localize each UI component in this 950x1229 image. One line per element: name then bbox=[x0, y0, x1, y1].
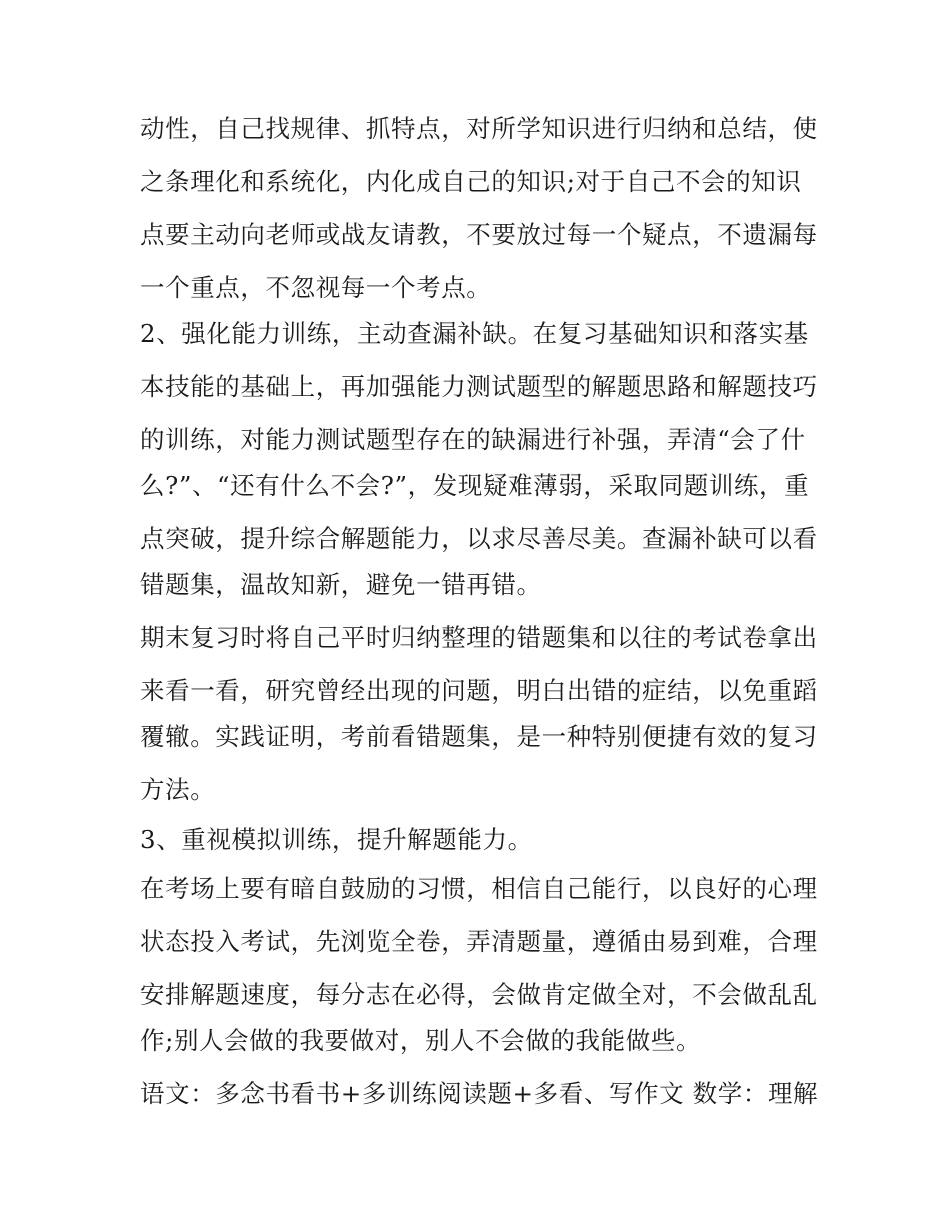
text-line: 覆辙。实践证明，考前看错题集，是一种特别便捷有效的复习 bbox=[140, 722, 818, 751]
text-line: 本技能的基础上，再加强能力测试题型的解题思路和解题技巧 bbox=[140, 372, 818, 401]
text-line: 的训练，对能力测试题型存在的缺漏进行补强，弄清“会了什 bbox=[140, 425, 806, 454]
text-line: 方法。 bbox=[140, 775, 216, 804]
text-line: 2、强化能力训练，主动查漏补缺。在复习基础知识和落实基 bbox=[140, 319, 809, 348]
text-line: 一个重点，不忽视每一个考点。 bbox=[140, 273, 492, 302]
text-line: 作;别人会做的我要做对，别人不会做的我能做些。 bbox=[140, 1026, 702, 1055]
text-line: 么?”、“还有什么不会?”，发现疑难薄弱，采取同题训练，重 bbox=[140, 471, 810, 500]
text-line: 在考场上要有暗自鼓励的习惯，相信自己能行，以良好的心理 bbox=[140, 874, 818, 903]
text-line: 动性，自己找规律、抓特点，对所学知识进行归纳和总结，使 bbox=[140, 114, 818, 143]
text-line: 状态投入考试，先浏览全卷，弄清题量，遵循由易到难，合理 bbox=[140, 927, 818, 956]
text-line: 点突破，提升综合解题能力，以求尽善尽美。查漏补缺可以看 bbox=[140, 524, 818, 553]
text-line: 之条理化和系统化，内化成自己的知识;对于自己不会的知识 bbox=[140, 167, 802, 196]
text-line: 点要主动向老师或战友请教，不要放过每一个疑点，不遗漏每 bbox=[140, 220, 818, 249]
text-line: 3、重视模拟训练，提升解题能力。 bbox=[140, 825, 533, 854]
text-line: 安排解题速度，每分志在必得，会做肯定做全对，不会做乱乱 bbox=[140, 980, 818, 1009]
text-line: 错题集，温故知新，避免一错再错。 bbox=[140, 570, 542, 599]
text-line: 来看一看，研究曾经出现的问题，明白出错的症结，以免重蹈 bbox=[140, 676, 818, 705]
text-line: 期末复习时将自己平时归纳整理的错题集和以往的考试卷拿出 bbox=[140, 623, 818, 652]
text-line: 语文：多念书看书+多训练阅读题+多看、写作文 数学：理解 bbox=[140, 1079, 819, 1108]
